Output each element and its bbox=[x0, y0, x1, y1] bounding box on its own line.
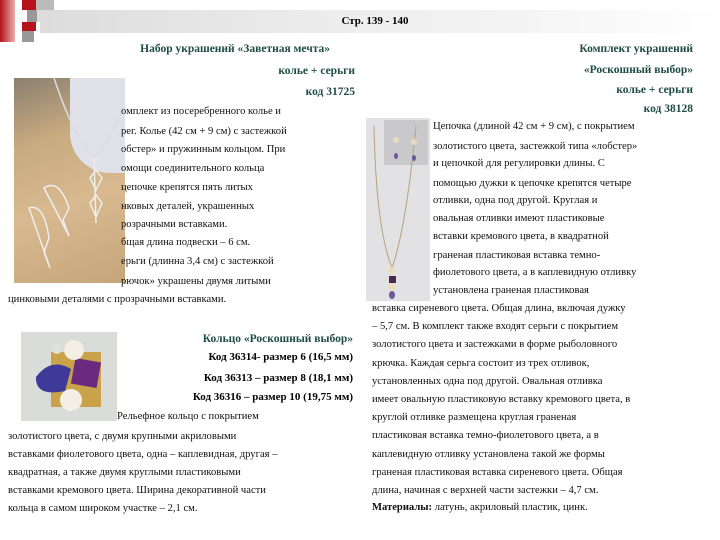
right-description-line: золотистого цвета и застежками в форме рыболовного bbox=[372, 339, 618, 350]
right-description-line: круглой отливке размещена круглая граненая bbox=[372, 412, 577, 423]
right-description-line: помощью дужки к цепочке крепятся четыре bbox=[433, 178, 632, 189]
set-description-line: обстер» и пружинным кольцом. При bbox=[121, 144, 286, 155]
materials-line bbox=[372, 501, 588, 515]
right-description-line: отливки, одна под другой. Круглая и bbox=[433, 195, 598, 206]
right-description-line: имеет овальную пластиковую вставку кремового цвета, в bbox=[372, 394, 631, 405]
materials-value: латунь, акриловый пластик, цинк. bbox=[432, 502, 588, 513]
decor-square bbox=[22, 31, 34, 42]
set-code: код 31725 bbox=[305, 86, 355, 98]
right-title-1: Комплект украшений bbox=[579, 43, 693, 55]
set-description-line: цепочке крепятся пять литых bbox=[121, 182, 253, 193]
set-description-line: омощи соединительного кольца bbox=[121, 163, 265, 174]
right-description-line: установлена граненая пластиковая bbox=[433, 285, 589, 296]
ring-description-line: вставками кремового цвета. Ширина декоративной части bbox=[8, 485, 266, 496]
right-description-line: крючка. Каждая серьга состоит из трех отливок, bbox=[372, 358, 590, 369]
ring-code: Код 36314- размер 6 (16,5 мм) bbox=[208, 351, 353, 363]
set-description-line: рючок» украшены двумя литыми bbox=[121, 276, 271, 287]
set-description-line: цинковыми деталями с прозрачными вставками. bbox=[8, 294, 227, 305]
right-title-2: «Роскошный выбор» bbox=[583, 64, 693, 76]
right-description-line: граненая пластиковая вставка темно- bbox=[433, 250, 601, 261]
set-description-line: нковых деталей, украшенных bbox=[121, 201, 255, 212]
ring-title: Кольцо «Роскошный выбор» bbox=[202, 333, 353, 345]
right-description-line: пластиковая вставка темно-фиолетового цвета, а в bbox=[372, 430, 599, 441]
page-range: Стр. 139 - 140 bbox=[341, 15, 409, 27]
ring-description-line: вставками фиолетового цвета, одна – каплевидная, другая – bbox=[8, 449, 278, 460]
right-description-line: граненая пластиковая вставка сиреневого цвета. Общая bbox=[372, 467, 623, 478]
set-description-line: омплект из посеребренного колье и bbox=[121, 106, 281, 117]
right-code: код 38128 bbox=[643, 103, 693, 115]
right-description-line: – 5,7 см. В комплект также входят серьги с покрытием bbox=[372, 321, 619, 332]
right-description-line: установленных одна под другой. Овальная отливка bbox=[372, 376, 603, 387]
decor-square bbox=[22, 0, 36, 10]
set-description-line: бщая длина подвески – 6 см. bbox=[121, 237, 251, 248]
ring-code: Код 36313 – размер 8 (18,1 мм) bbox=[203, 372, 353, 384]
right-description-line: овальная отливки имеют пластиковые bbox=[433, 213, 605, 224]
ring-description-line: Рельефное кольцо с покрытием bbox=[117, 411, 259, 422]
right-description-line: Цепочка (длиной 42 см + 9 см), с покрытием bbox=[433, 121, 635, 132]
necklace-photo bbox=[14, 78, 125, 283]
right-description-line: и цепочкой для регулировки длины. С bbox=[433, 158, 605, 169]
chain-set-photo bbox=[366, 118, 430, 301]
set-title: Набор украшений «Заветная мечта» bbox=[140, 43, 330, 55]
set-description-line: розрачными вставками. bbox=[121, 219, 228, 230]
ring-description-line: квадратная, а также двумя круглыми пластиковыми bbox=[8, 467, 241, 478]
right-description-line: длина, начиная с верхней части застежки – 4,7 см. bbox=[372, 485, 599, 496]
right-description-line: вставка сиреневого цвета. Общая длина, включая дужку bbox=[372, 303, 626, 314]
ring-description-line: золотистого цвета, с двумя крупными акриловыми bbox=[8, 431, 237, 442]
decor-square bbox=[36, 0, 54, 10]
set-description-line: рег. Колье (42 см + 9 см) с застежкой bbox=[121, 126, 287, 137]
right-subtitle: колье + серьги bbox=[616, 84, 693, 96]
right-description-line: каплевидную отливку установлена такой же формы bbox=[372, 449, 605, 460]
ring-description-line: кольца в самом широком участке – 2,1 см. bbox=[8, 503, 198, 514]
right-description-line: вставки кремового цвета, в квадратной bbox=[433, 231, 609, 242]
set-description-line: ерьги (длинна 3,4 см) с застежкой bbox=[121, 256, 274, 267]
ring-code: Код 36316 – размер 10 (19,75 мм) bbox=[192, 391, 353, 403]
set-subtitle: колье + серьги bbox=[278, 65, 355, 77]
materials-label: Материалы: bbox=[372, 502, 433, 513]
right-description-line: золотистого цвета, застежкой типа «лобстер» bbox=[433, 141, 638, 152]
right-description-line: фиолетового цвета, а в каплевидную отливку bbox=[433, 267, 637, 278]
